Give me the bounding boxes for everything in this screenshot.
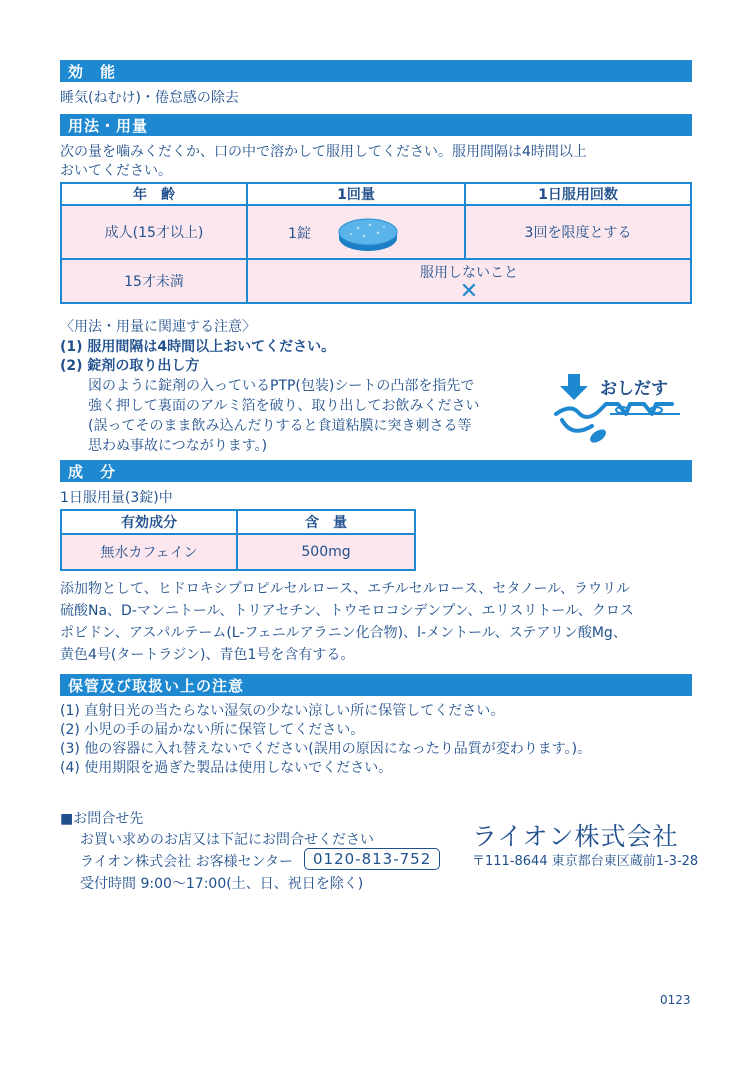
precaution-item-2: (2) 錠剤の取り出し方 [60,358,200,374]
precaution-detail-1: 図のように錠剤の入っているPTP(包装)シートの凸部を指先で [88,378,475,394]
contact-title: ■お問合せ先 [60,811,144,827]
usage-header-bar [60,114,692,136]
storage-header-bar [60,674,692,696]
precaution-title: 〈用法・用量に関連する注意〉 [60,319,256,335]
contact-phone: 0120-813-752 [304,848,440,870]
additives-line-3: ポビドン、アスパルテーム(L-フェニルアラニン化合物)、l-メントール、ステアリン酸Mg、 [60,625,627,641]
additives-line-2: 硫酸Na、D-マンニトール、トリアセチン、トウモロコシデンプン、エリスリトール、クロス [60,603,634,619]
efficacy-heading: 効 能 [68,63,117,81]
usage-heading: 用法・用量 [68,117,149,135]
ingredients-subtitle: 1日服用量(3錠)中 [60,490,173,506]
table-row [61,534,415,570]
ingredients-table [60,509,416,571]
storage-heading: 保管及び取扱い上の注意 [68,677,245,695]
storage-item-4: (4) 使用期限を過ぎた製品は使用しないでください。 [60,760,393,776]
dosage-header-age: 年 齢 [61,183,247,205]
dosage-times-adult: 3回を限度とする [465,205,691,259]
efficacy-text: 睡気(ねむけ)・倦怠感の除去 [60,90,239,106]
precaution-detail-3: (誤ってそのまま飲み込んだりすると食道粘膜に突き刺さる等 [88,418,472,434]
contact-line-1: お買い求めのお店又は下記にお問合せください [80,832,374,848]
dosage-header-times: 1日服用回数 [465,183,691,205]
dosage-header-dose: 1回量 [247,183,465,205]
storage-item-1: (1) 直射日光の当たらない湿気の少ない涼しい所に保管してください。 [60,703,505,719]
additives-line-4: 黄色4号(タートラジン)、青色1号を含有する。 [60,647,355,663]
usage-text-line1: 次の量を噛みくだくか、口の中で溶かして服用してください。服用間隔は4時間以上 [60,144,587,160]
dosage-table [60,182,692,304]
dosage-dose-child [247,259,691,303]
product-code: 0123 [660,993,691,1007]
storage-item-3: (3) 他の容器に入れ替えないでください(誤用の原因になったり品質が変わります。)。 [60,741,592,757]
efficacy-header-bar [60,60,692,82]
table-row [61,259,691,303]
ingredients-header-name: 有効成分 [61,510,237,534]
storage-item-2: (2) 小児の手の届かない所に保管してください。 [60,722,365,738]
precaution-item-1: (1) 服用間隔は4時間以上おいてください。 [60,339,336,355]
company-address: 〒111-8644 東京都台東区蔵前1-3-28 [472,854,699,869]
cross-mark-icon: ✕ [459,279,479,304]
dose-value: 1錠 [288,226,311,242]
ingredients-header-amount: 含 量 [237,510,415,534]
precaution-detail-2: 強く押して裏面のアルミ箔を破り、取り出してお飲みください [88,398,480,414]
contact-center: ライオン株式会社 お客様センター [80,854,294,870]
press-out-label: おしだす [600,379,668,399]
table-row [61,205,691,259]
ingredients-header-bar [60,460,692,482]
dosage-child-note: 服用しないこと [420,265,518,281]
precaution-detail-4: 思わぬ事故につながります。) [88,438,268,454]
usage-text-line2: おいてください。 [60,163,172,179]
ingredients-heading: 成 分 [68,463,117,481]
additives-line-1: 添加物として、ヒドロキシプロピルセルロース、エチルセルロース、セタノール、ラウリル [60,581,631,597]
dosage-age-child: 15才未満 [61,259,247,303]
ingredient-amount: 500mg [237,534,415,570]
contact-hours: 受付時間 9:00〜17:00(土、日、祝日を除く) [80,876,364,892]
tablet-icon [336,215,400,253]
dosage-dose-adult [247,205,465,259]
company-logo-text: ライオン株式会社 [472,822,679,851]
ingredient-name: 無水カフェイン [61,534,237,570]
dosage-age-adult: 成人(15才以上) [61,205,247,259]
